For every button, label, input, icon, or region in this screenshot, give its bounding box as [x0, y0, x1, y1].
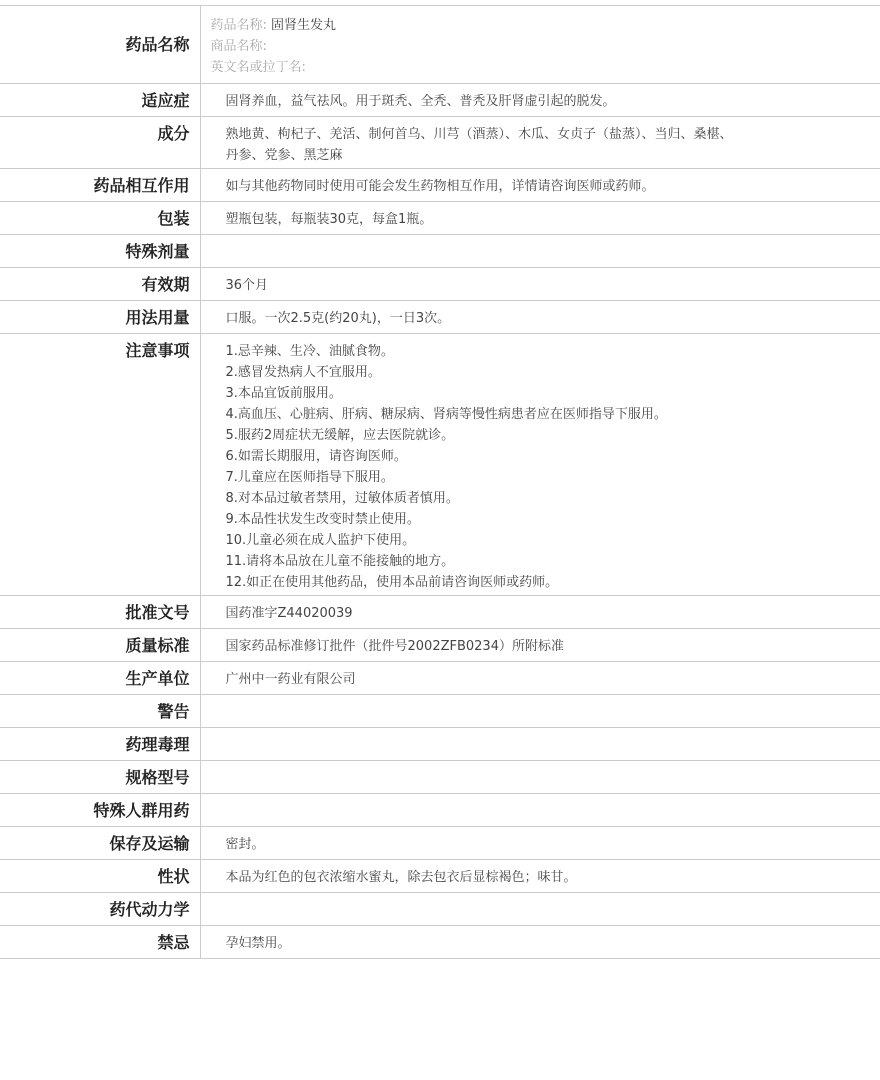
row-label: 特殊人群用药 — [0, 794, 200, 827]
generic-name-value: 固肾生发丸 — [271, 18, 337, 33]
row-toxicology — [0, 728, 880, 761]
precaution-item: 6.如需长期服用，请咨询医师。 — [225, 449, 407, 464]
row-label: 成分 — [0, 117, 200, 169]
row-label: 药理毒理 — [0, 728, 200, 761]
row-value — [200, 728, 880, 761]
row-value: 国药准字Z44020039 — [200, 596, 880, 629]
row-value — [200, 893, 880, 926]
row-precautions — [0, 334, 880, 596]
row-value: 国家药品标准修订批件（批件号2002ZFB0234）所附标准 — [200, 629, 880, 662]
row-warning — [0, 695, 880, 728]
trade-name-key: 商品名称: — [210, 39, 267, 54]
row-shelf-life — [0, 268, 880, 301]
row-value: 固肾养血，益气祛风。用于斑秃、全秃、普秃及肝肾虚引起的脱发。 — [200, 84, 880, 117]
row-ingredients — [0, 117, 880, 169]
row-label: 警告 — [0, 695, 200, 728]
row-specification — [0, 761, 880, 794]
row-label: 生产单位 — [0, 662, 200, 695]
precaution-item: 2.感冒发热病人不宜服用。 — [225, 365, 381, 380]
row-label: 注意事项 — [0, 334, 200, 596]
precaution-item: 4.高血压、心脏病、肝病、糖尿病、肾病等慢性病患者应在医师指导下服用。 — [225, 407, 667, 422]
row-value — [200, 235, 880, 268]
trade-name-line — [211, 36, 871, 57]
row-pharmacokinetics — [0, 893, 880, 926]
row-storage — [0, 827, 880, 860]
row-contraindications — [0, 926, 880, 959]
row-packaging — [0, 202, 880, 235]
row-label: 质量标准 — [0, 629, 200, 662]
english-name-key: 英文名或拉丁名: — [210, 60, 306, 75]
row-value: 本品为红色的包衣浓缩水蜜丸，除去包衣后显棕褐色；味甘。 — [200, 860, 880, 893]
row-value: 如与其他药物同时使用可能会发生药物相互作用，详情请咨询医师或药师。 — [200, 169, 880, 202]
row-appearance — [0, 860, 880, 893]
row-label: 特殊剂量 — [0, 235, 200, 268]
english-name-line — [211, 57, 871, 78]
row-interactions — [0, 169, 880, 202]
drug-spec-table — [0, 5, 880, 959]
row-value: 密封。 — [200, 827, 880, 860]
precaution-item: 5.服药2周症状无缓解，应去医院就诊。 — [225, 428, 455, 443]
precaution-item: 11.请将本品放在儿童不能接触的地方。 — [225, 554, 455, 569]
row-label: 适应症 — [0, 84, 200, 117]
row-manufacturer — [0, 662, 880, 695]
row-quality-standard — [0, 629, 880, 662]
precaution-item: 12.如正在使用其他药品，使用本品前请咨询医师或药师。 — [225, 575, 559, 590]
row-label: 规格型号 — [0, 761, 200, 794]
precaution-item: 7.儿童应在医师指导下服用。 — [225, 470, 394, 485]
row-value: 36个月 — [200, 268, 880, 301]
precaution-item: 3.本品宜饭前服用。 — [225, 386, 342, 401]
ingredients-line: 丹参、党参、黑芝麻 — [225, 148, 343, 163]
row-indications — [0, 84, 880, 117]
precaution-item: 8.对本品过敏者禁用，过敏体质者慎用。 — [225, 491, 459, 506]
row-value — [200, 6, 880, 84]
row-label: 有效期 — [0, 268, 200, 301]
row-value — [200, 117, 880, 169]
row-label: 药品相互作用 — [0, 169, 200, 202]
row-value: 口服。一次2.5克(约20丸)，一日3次。 — [200, 301, 880, 334]
row-special-dosage — [0, 235, 880, 268]
row-value — [200, 761, 880, 794]
row-value — [200, 695, 880, 728]
row-value — [200, 794, 880, 827]
row-label: 药代动力学 — [0, 893, 200, 926]
row-approval-number — [0, 596, 880, 629]
row-label: 包装 — [0, 202, 200, 235]
row-value — [200, 334, 880, 596]
row-value: 广州中一药业有限公司 — [200, 662, 880, 695]
row-label: 保存及运输 — [0, 827, 200, 860]
generic-name-line — [211, 15, 871, 36]
row-label: 用法用量 — [0, 301, 200, 334]
row-label: 性状 — [0, 860, 200, 893]
generic-name-key: 药品名称: — [210, 18, 267, 33]
ingredients-line: 熟地黄、枸杞子、羌活、制何首乌、川芎（酒蒸）、木瓜、女贞子（盐蒸）、当归、桑椹、 — [225, 127, 733, 142]
row-label: 药品名称 — [0, 6, 200, 84]
row-special-population — [0, 794, 880, 827]
row-value: 塑瓶包装，每瓶装30克，每盒1瓶。 — [200, 202, 880, 235]
row-dosage — [0, 301, 880, 334]
precaution-item: 10.儿童必须在成人监护下使用。 — [225, 533, 416, 548]
precaution-item: 1.忌辛辣、生冷、油腻食物。 — [225, 344, 394, 359]
row-label: 禁忌 — [0, 926, 200, 959]
row-drug-name — [0, 6, 880, 84]
row-value: 孕妇禁用。 — [200, 926, 880, 959]
precaution-item: 9.本品性状发生改变时禁止使用。 — [225, 512, 420, 527]
row-label: 批准文号 — [0, 596, 200, 629]
